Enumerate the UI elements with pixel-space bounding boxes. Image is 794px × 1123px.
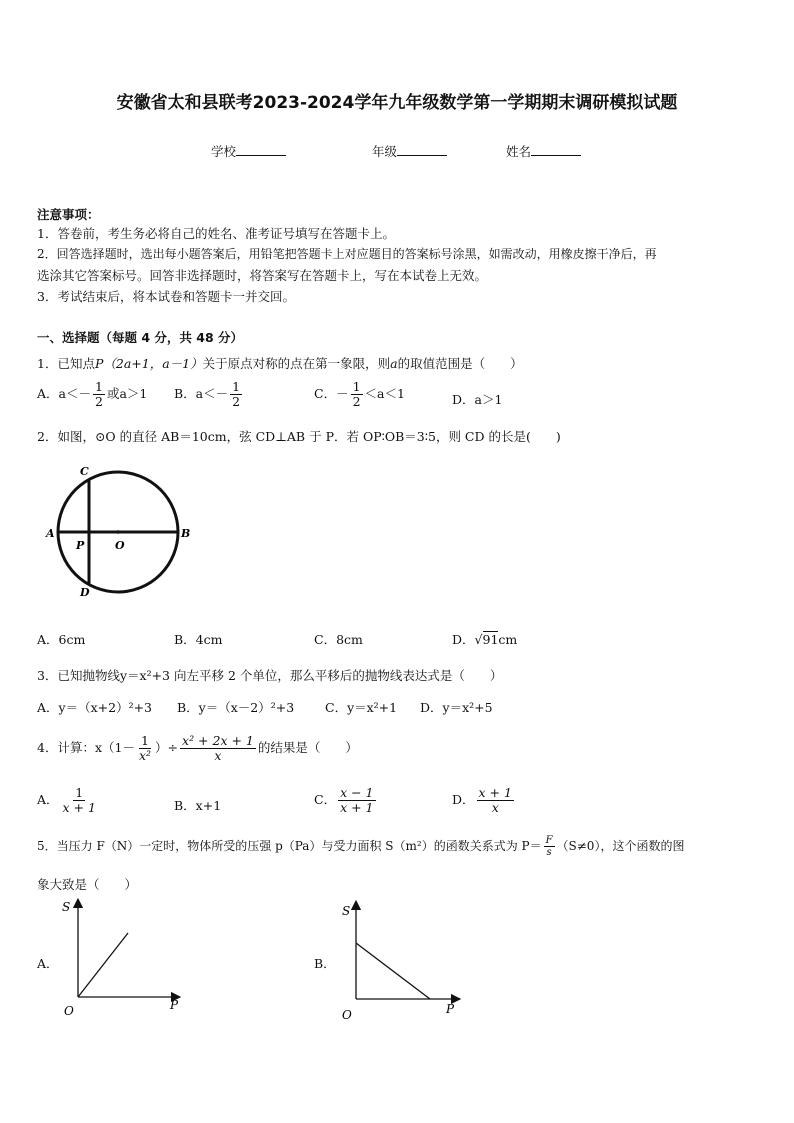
- q4-stem: 4．计算：x（1－ $\frac{1}{\text{x²}}$ ）÷ $\frac{\text{x² + 2x + 1}}{x}$ 的结果是（ ）: [37, 733, 358, 763]
- axis-p-label-a: P: [170, 998, 179, 1012]
- school-blank[interactable]: [236, 143, 286, 156]
- q2-option-d[interactable]: D．√91cm: [452, 632, 518, 647]
- label-b: B: [181, 527, 191, 540]
- notice-item-3: 3．考试结束后，将本试卷和答题卡一并交回。: [37, 289, 295, 304]
- q1-option-a[interactable]: A．a＜－ $\frac{1}{2}$ 或a＞1: [37, 379, 148, 409]
- q5-option-b[interactable]: B．: [314, 956, 336, 971]
- notice-item-1: 1．答卷前，考生务必将自己的姓名、准考证号填写在答题卡上。: [37, 226, 395, 241]
- q1-option-d[interactable]: D．a＞1: [452, 392, 503, 407]
- origin-label-a: O: [64, 1004, 74, 1018]
- q2-option-c[interactable]: C．8cm: [314, 632, 363, 647]
- q5-graph-a: [58, 895, 188, 1025]
- graph-line-a: [78, 933, 128, 997]
- sqrt-sign: √: [474, 632, 483, 647]
- q3-option-b[interactable]: B．y＝（x－2）²+3: [177, 700, 295, 715]
- q4-option-a[interactable]: A． $\frac{1}{x + 1}$: [37, 785, 96, 815]
- q2-option-a[interactable]: A．6cm: [37, 632, 86, 647]
- label-c: C: [80, 465, 89, 478]
- name-label: 姓名: [506, 144, 532, 159]
- name-field[interactable]: [506, 142, 581, 160]
- q4-option-b[interactable]: B．x+1: [174, 798, 222, 813]
- q5-stem-line1: 5．当压力 F（N）一定时，物体所受的压强 p（Pa）与受力面积 S（m²）的函数关系式为 P＝ $\frac{F}{s}$ （S≠0），这个函数的图: [37, 835, 685, 858]
- q2-option-b[interactable]: B．4cm: [174, 632, 223, 647]
- school-field[interactable]: [211, 142, 286, 160]
- q4-option-c[interactable]: C． $\frac{x - 1}{x + 1}$: [314, 785, 374, 815]
- q5-stem-line2: 象大致是（ ）: [37, 877, 138, 892]
- q1-option-b[interactable]: B．a＜－ $\frac{1}{2}$: [174, 379, 241, 409]
- q1-option-c[interactable]: C．－ $\frac{1}{2}$ ＜a＜1: [314, 379, 405, 409]
- label-d: D: [80, 586, 90, 599]
- school-label: 学校: [211, 144, 237, 159]
- section-heading: 一、选择题（每题 4 分，共 48 分）: [37, 330, 244, 345]
- q3-option-a[interactable]: A．y＝（x+2）²+3: [37, 700, 153, 715]
- origin-label-b: O: [342, 1008, 352, 1022]
- q1-stem: 1．已知点P（2a+1，a－1）关于原点对称的点在第一象限，则a的取值范围是（ ）: [37, 356, 523, 371]
- q2-circle-figure: [40, 462, 200, 602]
- q3-option-c[interactable]: C．y＝x²+1: [325, 700, 398, 715]
- graph-line-b: [356, 943, 430, 999]
- grade-label: 年级: [372, 144, 398, 159]
- grade-blank[interactable]: [397, 143, 447, 156]
- label-a: A: [46, 527, 55, 540]
- notice-heading: 注意事项：: [37, 207, 100, 222]
- label-p: P: [76, 539, 85, 552]
- axis-s-label-b: S: [342, 904, 351, 918]
- q3-stem: 3．已知抛物线y＝x²+3 向左平移 2 个单位，那么平移后的抛物线表达式是（ ）: [37, 668, 503, 683]
- q5-graph-b: [338, 895, 468, 1025]
- grade-field[interactable]: [372, 142, 447, 160]
- page-title: 安徽省太和县联考2023-2024学年九年级数学第一学期期末调研模拟试题: [116, 93, 678, 113]
- center-dot: [116, 530, 120, 534]
- axis-s-label-a: S: [62, 900, 71, 914]
- q2-stem: 2．如图，⊙O 的直径 AB＝10cm，弦 CD⊥AB 于 P．若 OP∶OB＝3∶5，则 CD 的长是( ): [37, 429, 561, 444]
- notice-item-2b: 选涂其它答案标号。回答非选择题时，将答案写在答题卡上，写在本试卷上无效。: [37, 268, 488, 283]
- label-o: O: [115, 539, 125, 552]
- q3-option-d[interactable]: D．y＝x²+5: [420, 700, 493, 715]
- axis-p-label-b: P: [446, 1002, 455, 1016]
- q4-option-d[interactable]: D． $\frac{x + 1}{x}$: [452, 785, 512, 815]
- q5-option-a[interactable]: A．: [37, 956, 59, 971]
- notice-item-2a: 2．回答选择题时，选出每小题答案后，用铅笔把答题卡上对应题目的答案标号涂黑，如需改动，用橡皮擦干净后，再: [37, 247, 657, 261]
- name-blank[interactable]: [531, 143, 581, 156]
